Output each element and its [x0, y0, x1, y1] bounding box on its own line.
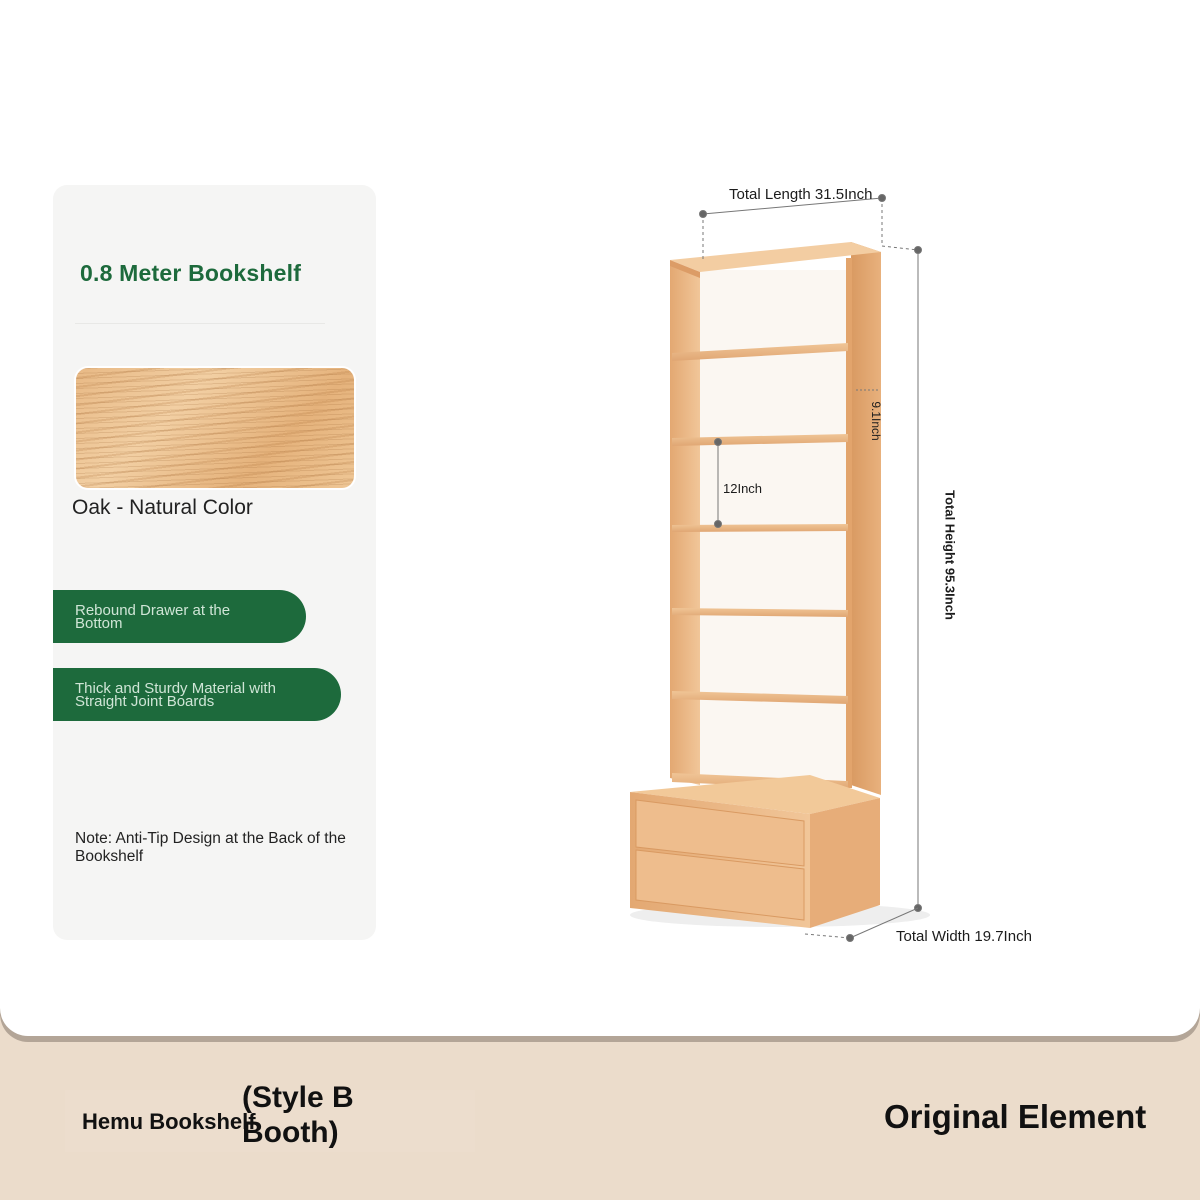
upright-right [846, 258, 852, 788]
oak-color-swatch[interactable] [76, 368, 354, 488]
bookshelf-illustration [600, 180, 960, 950]
shelf-depth-label: 9.1Inch [869, 401, 883, 441]
height-dot-top [915, 247, 922, 254]
feature-badge-drawer [53, 590, 306, 643]
width-dot [847, 935, 854, 942]
total-height-label: Total Height 95.3Inch [942, 490, 958, 620]
side-panel-right [851, 242, 881, 795]
width-guide [805, 934, 850, 938]
shelf-gap-label: 12Inch [723, 481, 763, 496]
height-guide-top [882, 246, 918, 250]
total-length-label: Total Length 31.5Inch [729, 186, 873, 203]
total-width-label: Total Width 19.7Inch [896, 928, 1032, 945]
anti-tip-note: Note: Anti-Tip Design at the Back of the Bookshelf [75, 830, 346, 865]
length-dot-right [879, 195, 886, 202]
product-name: Hemu Bookshelf [82, 1109, 256, 1134]
length-dot-left [700, 211, 707, 218]
product-style: (Style B Booth) [242, 1081, 354, 1149]
shelf-3 [672, 524, 848, 532]
side-panel-left [670, 262, 700, 785]
feature-badge-material-label: Thick and Sturdy Material with Straight Joint Boards [75, 679, 276, 710]
product-title: 0.8 Meter Bookshelf [80, 260, 302, 286]
info-panel [53, 185, 376, 940]
gap-dot-bottom [715, 521, 722, 528]
brand-tagline: Original Element [884, 1098, 1147, 1135]
title-divider [75, 323, 325, 324]
swatch-label: Oak - Natural Color [72, 496, 253, 519]
feature-badge-drawer-label: Rebound Drawer at the Bottom [75, 601, 231, 632]
gap-dot-top [715, 439, 722, 446]
feature-badge-material [53, 668, 341, 721]
